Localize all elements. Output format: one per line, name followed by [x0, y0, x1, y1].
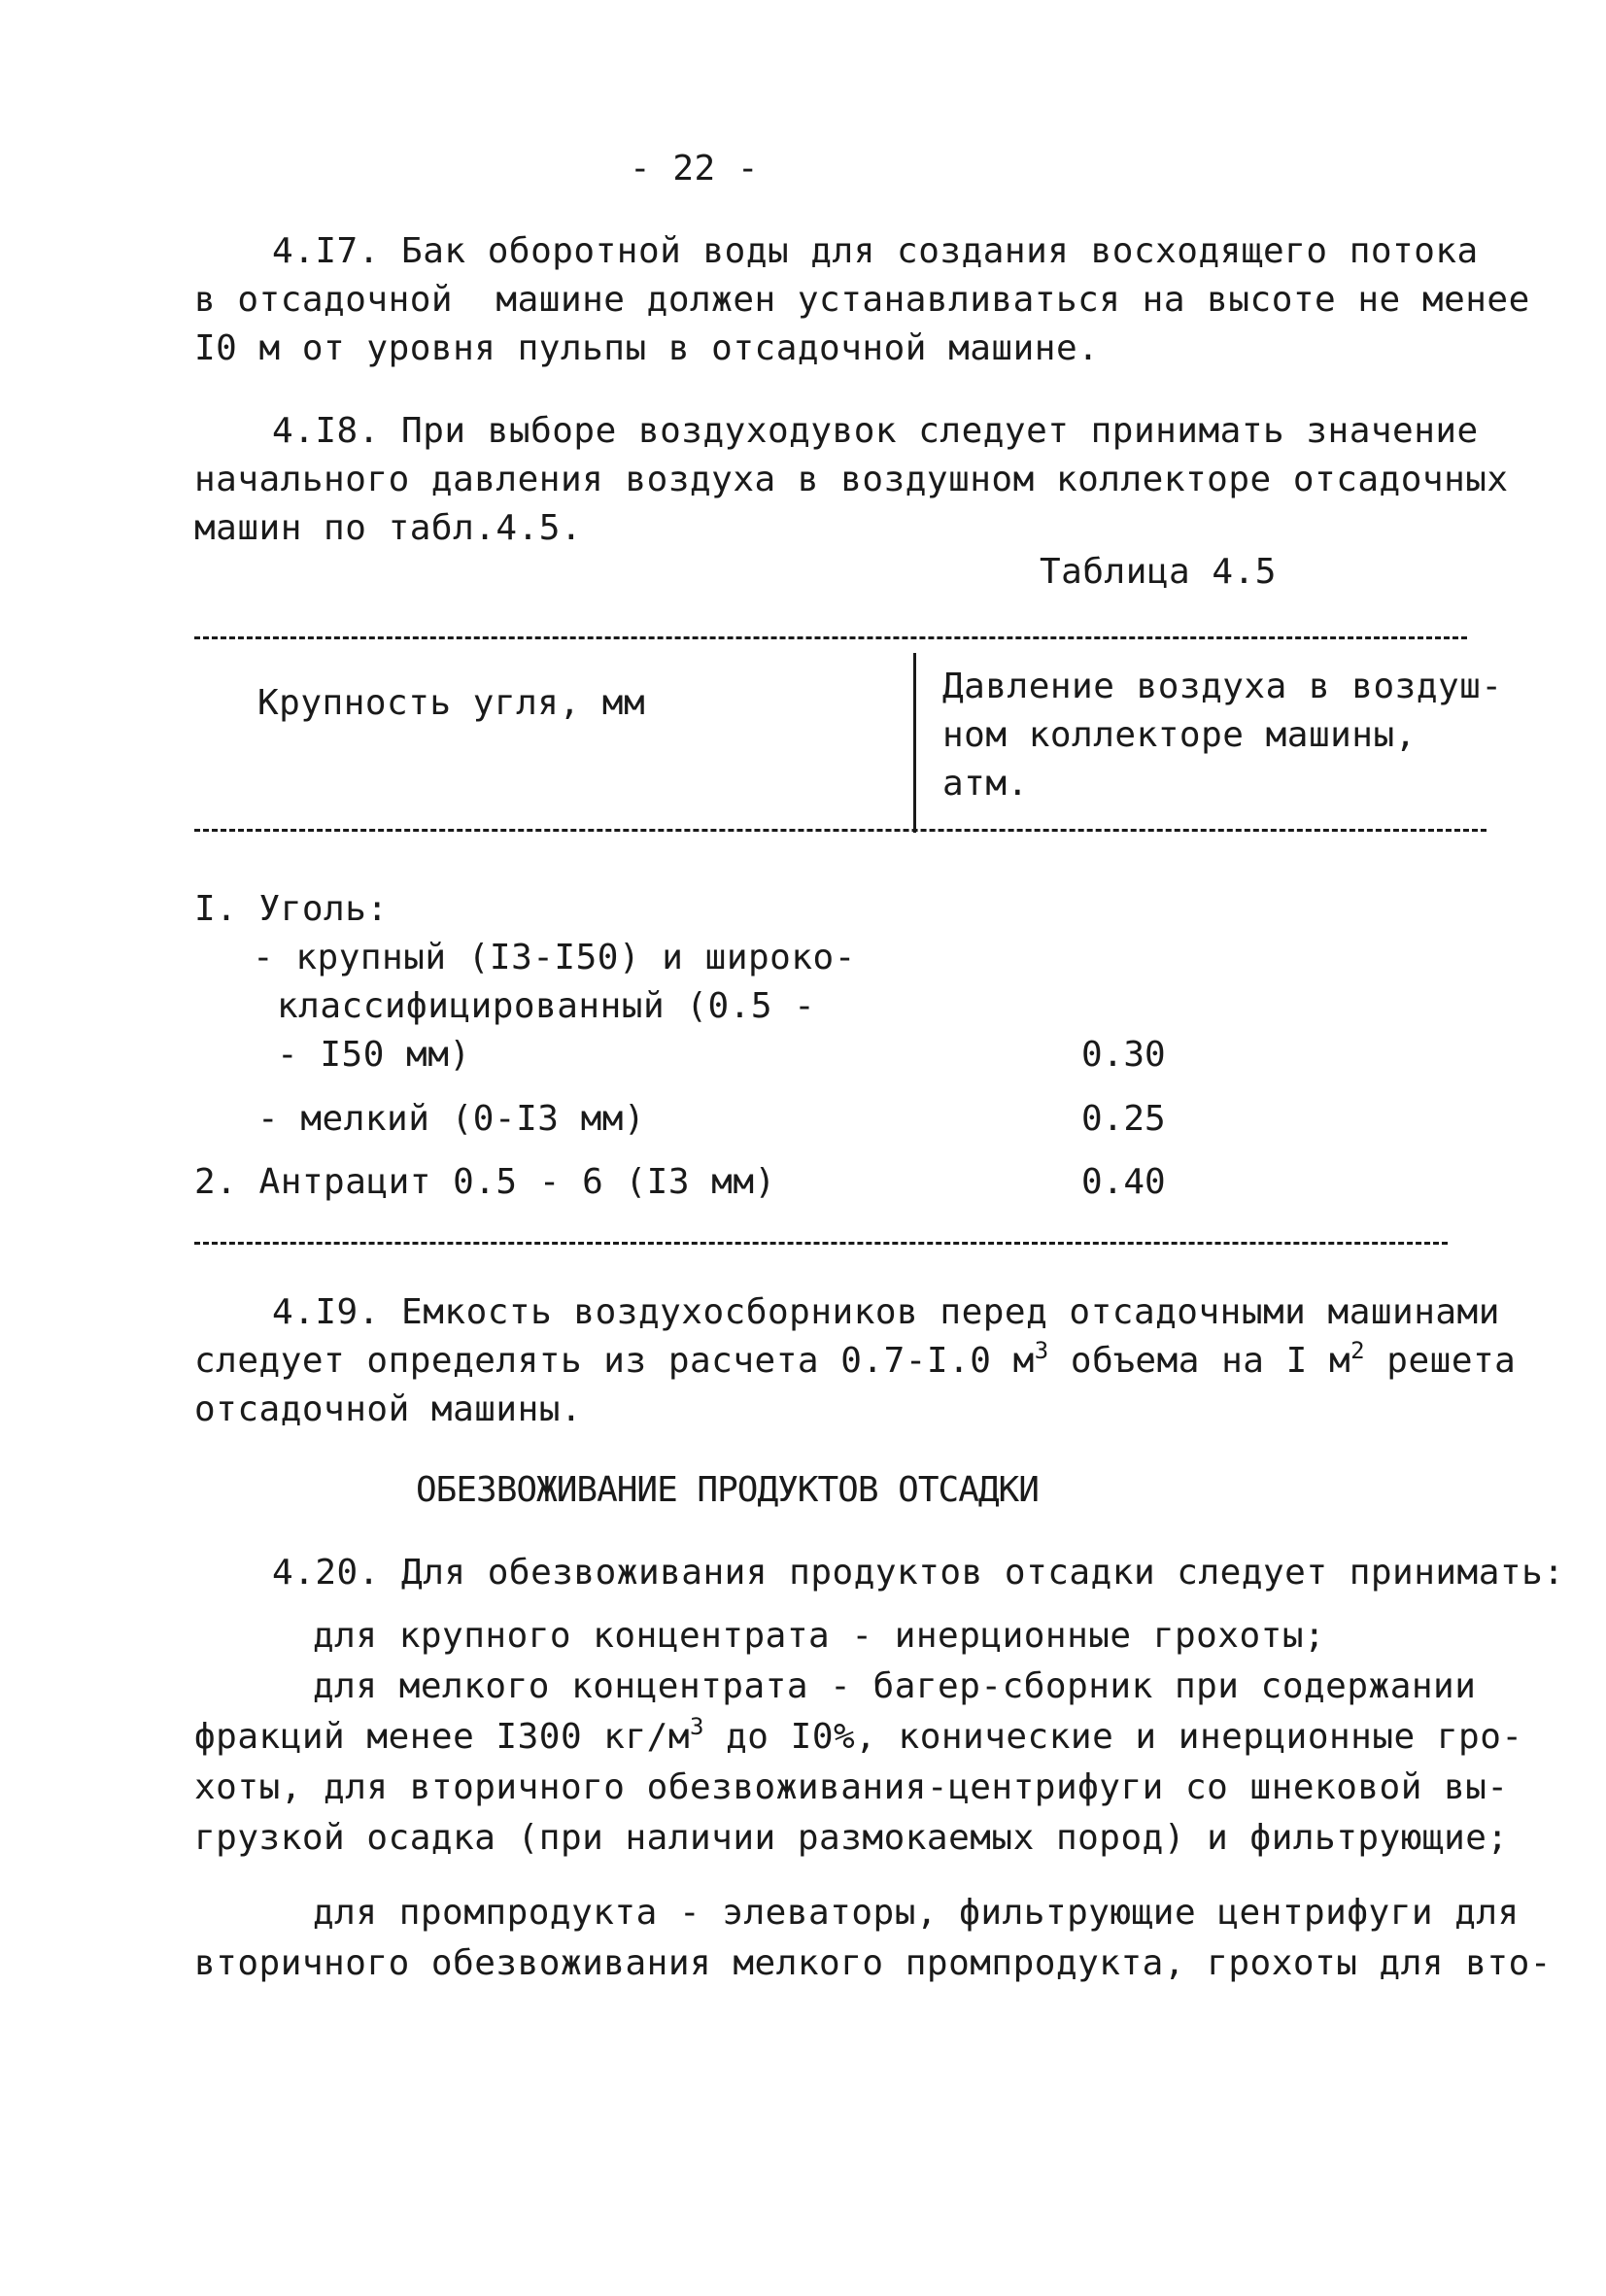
table-header-pressure-line-3: атм.: [942, 764, 1029, 804]
paragraph-4-20-line-8: вторичного обезвоживания мелкого промпродукта, грохоты для вто-: [194, 1943, 1552, 1983]
paragraph-4-17-line-3: I0 м от уровня пульпы в отсадочной машине.: [194, 328, 1100, 368]
paragraph-4-17-line-2: в отсадочной машине должен устанавливаться на высоте не менее: [194, 280, 1530, 320]
table-row-range-150mm: - I50 мм): [277, 1035, 471, 1075]
paragraph-4-20-line-1: 4.20. Для обезвоживания продуктов отсадки следует принимать:: [272, 1553, 1565, 1593]
square-superscript: 2: [1350, 1337, 1366, 1364]
table-value-fine-coal: 0.25: [1081, 1099, 1166, 1139]
table-column-divider: [913, 653, 916, 833]
table-header-pressure-line-2: ном коллекторе машины,: [942, 715, 1417, 755]
paragraph-4-19-line-2-part-2: объема на I м: [1048, 1341, 1351, 1381]
paragraph-4-17-line-1: 4.I7. Бак оборотной воды для создания восходящего потока: [272, 231, 1479, 271]
paragraph-4-18-line-2: начального давления воздуха в воздушном коллекторе отсадочных: [194, 460, 1509, 499]
paragraph-4-19-line-2-part-1: следует определять из расчета 0.7-I.0 м: [194, 1341, 1035, 1381]
table-value-coarse-coal: 0.30: [1081, 1035, 1166, 1075]
table-header-coal-size: Крупность угля, мм: [257, 683, 646, 723]
section-heading: ОБЕЗВОЖИВАНИЕ ПРОДУКТОВ ОТСАДКИ: [416, 1470, 1039, 1510]
table-caption: Таблица 4.5: [1040, 552, 1277, 592]
table-row-anthracite: 2. Антрацит 0.5 - 6 (I3 мм): [194, 1162, 776, 1202]
paragraph-4-20-line-2: для крупного концентрата - инерционные грохоты;: [313, 1616, 1326, 1656]
table-header-pressure-line-1: Давление воздуха в воздуш-: [942, 667, 1503, 706]
table-bottom-rule: [194, 1242, 1448, 1245]
density-superscript: 3: [690, 1713, 704, 1740]
paragraph-4-20-line-6: грузкой осадка (при наличии размокаемых пород) и фильтрующие;: [194, 1818, 1509, 1858]
paragraph-4-20-line-7: для промпродукта - элеваторы, фильтрующие центрифуги для: [313, 1893, 1520, 1933]
paragraph-4-20-line-4-part-2: до I0%, конические и инерционные гро-: [703, 1717, 1523, 1757]
table-top-rule: [194, 636, 1467, 639]
paragraph-4-20-line-4-part-1: фракций менее I300 кг/м: [194, 1717, 690, 1757]
table-row-coarse-coal: - крупный (I3-I50) и широко-: [253, 938, 856, 977]
paragraph-4-19-line-2-part-3: решета: [1365, 1341, 1517, 1381]
paragraph-4-19-line-3: отсадочной машины.: [194, 1389, 583, 1429]
paragraph-4-20-line-4: [194, 1714, 1523, 1761]
page-number: - 22 -: [630, 149, 760, 188]
table-header-rule: [194, 829, 1486, 832]
paragraph-4-20-line-5: хоты, для вторичного обезвоживания-центрифуги со шнековой вы-: [194, 1767, 1509, 1807]
paragraph-4-18-line-3: машин по табл.4.5.: [194, 508, 583, 548]
paragraph-4-18-line-1: 4.I8. При выборе воздуходувок следует принимать значение: [272, 411, 1479, 451]
cubic-superscript: 3: [1034, 1337, 1049, 1364]
table-row-wide-classified: классифицированный (0.5 -: [277, 986, 816, 1026]
table-row-coal: I. Уголь:: [194, 889, 389, 929]
paragraph-4-19-line-2: [194, 1338, 1516, 1385]
paragraph-4-20-line-3: для мелкого концентрата - багер-сборник при содержании: [313, 1666, 1477, 1706]
table-row-fine-coal: - мелкий (0-I3 мм): [257, 1099, 646, 1139]
table-value-anthracite: 0.40: [1081, 1162, 1166, 1202]
paragraph-4-19-line-1: 4.I9. Емкость воздухосборников перед отсадочными машинами: [272, 1292, 1500, 1332]
